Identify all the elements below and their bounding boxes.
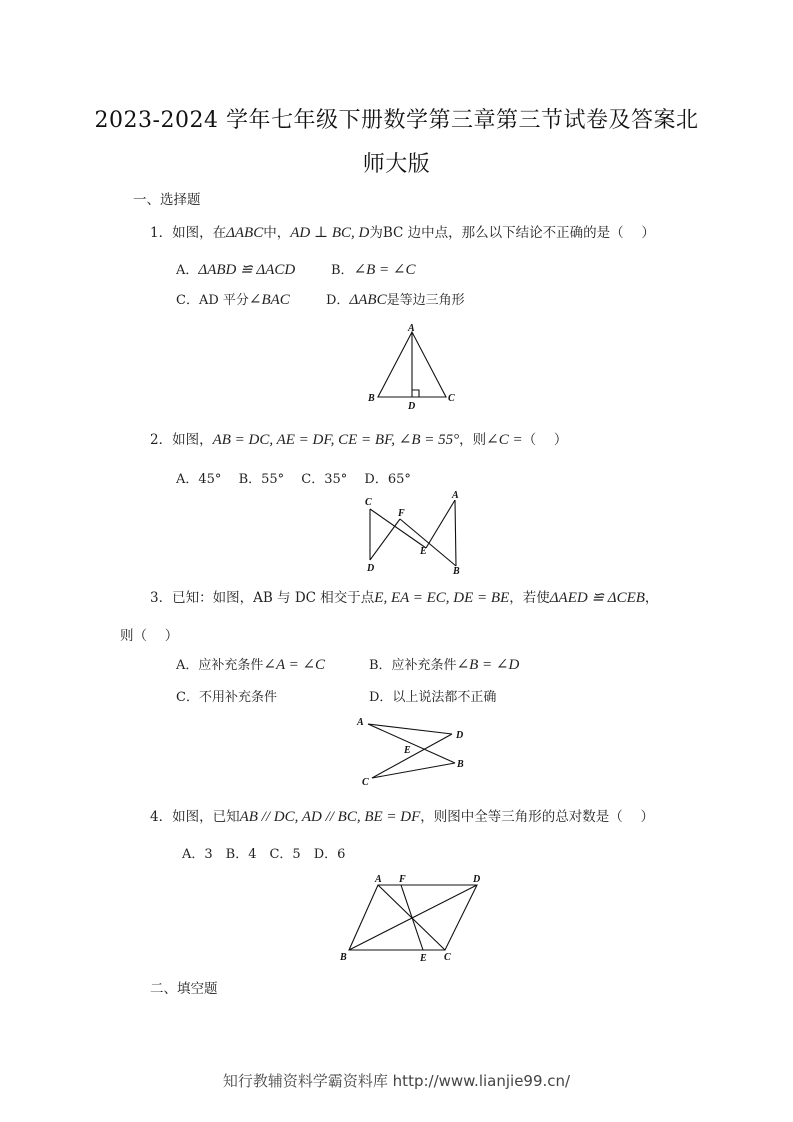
q3-label-e: E [404,745,411,756]
q3-text-3: ， [644,590,659,606]
q4-label-a: A [375,874,382,885]
page-title-line1: 2023-2024 学年七年级下册数学第三章第三节试卷及答案北 [94,108,699,133]
q4-figure-parallelogram [335,868,495,968]
q2-options: A．45° B．55° C．35° D．65° [176,472,411,487]
q4-segment-fe [401,885,423,950]
q1-option-a [176,259,295,279]
q3-number: 3． [150,590,173,606]
question-2 [150,428,567,449]
q1-math-2: AD ⊥ BC, D [290,225,370,241]
q1-option-d [326,289,465,309]
q4-math-1: AB // DC, AD // BC, BE = DF [239,809,421,825]
section-heading-fill: 二、填空题 [150,981,218,997]
q1-number: 1． [150,225,173,241]
q3-label-a: A [357,717,364,728]
q4-label-b: B [340,952,347,963]
q4-label-f: F [399,874,406,885]
question-4 [150,805,654,826]
q1-option-c-label: C．AD 平分 [176,293,249,308]
q3-option-a [176,654,325,674]
q3-option-d: D．以上说法都不正确 [369,690,497,705]
q1-label-d: D [408,401,416,412]
q1-option-d-text: 是等边三角形 [386,293,465,308]
q1-option-c-math: ∠BAC [248,292,290,308]
q1-option-c [176,289,290,309]
q1-label-a: A [408,323,415,334]
q4-number: 4． [150,809,173,825]
q4-text-2: ，则图中全等三角形的总对数是（ ） [420,809,655,825]
q3-option-b-math: ∠B = ∠D [456,657,520,673]
q1-option-a-math: ΔABD ≌ ΔACD [198,262,296,278]
q4-text-1: 如图，已知 [172,809,240,825]
q2-text-3: （ ） [522,432,568,448]
q2-figure [358,488,468,578]
q3-text-2: ，若使 [509,590,550,606]
q3-line-2: 则（ ） [120,628,179,644]
q4-label-c: C [444,952,451,963]
q1-option-b-label: B． [331,263,354,278]
question-3 [150,586,658,607]
q4-label-d: D [473,874,481,885]
q2-segment-ab [455,500,456,566]
q3-option-b-label: B．应补充条件 [369,658,457,673]
q2-text-2: ，则 [459,432,487,448]
q2-label-a: A [452,490,459,501]
q3-label-b: B [457,759,464,770]
q3-option-b [369,654,519,674]
q2-text-1: 如图， [172,432,213,448]
q3-segment-cb [372,763,455,778]
q3-figure [350,712,480,792]
footer-watermark: 知行教辅资料学霸资料库 http://www.lianjie99.cn/ [222,1072,571,1090]
q3-label-d: D [456,730,464,741]
q3-segment-ab [368,724,455,763]
q3-option-c: C．不用补充条件 [176,690,277,705]
page-title-line2: 师大版 [362,152,431,177]
q1-option-b-math: ∠B = ∠C [353,262,416,278]
q3-math-2: ΔAED ≌ ΔCEB [549,590,645,606]
q3-option-a-math: ∠A = ∠C [263,657,326,673]
q2-label-d: D [367,563,375,574]
q2-label-c: C [365,497,372,508]
q1-option-a-label: A． [176,263,199,278]
q2-label-e: E [420,546,427,557]
q2-segment-fb [400,519,456,566]
section-heading-choice: 一、选择题 [133,192,201,208]
q1-option-b [331,259,416,279]
q1-text-3: 为BC 边中点，那么以下结论不正确的是（ ） [369,225,655,241]
q3-math-1: E, EA = EC, DE = BE [374,590,510,606]
q1-right-angle-mark [412,390,419,397]
q3-option-a-label: A．应补充条件 [176,658,264,673]
q1-label-b: B [368,393,375,404]
q3-text-1: 已知：如图，AB 与 DC 相交于点 [172,590,375,606]
q3-label-c: C [362,777,369,788]
q1-text-1: 如图，在 [172,225,227,241]
q4-label-e: E [420,953,427,964]
q2-segment-ea [426,500,455,548]
q1-math-1: ΔABC [226,225,264,241]
q3-segment-ad [368,724,452,734]
q1-option-d-math: ΔABC [349,292,387,308]
q2-math-2: ∠C = [486,432,523,448]
q1-figure-triangle [360,320,470,415]
q2-math-1: AB = DC, AE = DF, CE = BF, ∠B = 55° [212,432,460,448]
q2-number: 2． [150,432,173,448]
q4-options: A．3 B．4 C．5 D．6 [182,847,346,862]
q2-segment-df [370,519,400,560]
q2-label-b: B [453,566,460,577]
q2-label-f: F [398,508,405,519]
q1-label-c: C [448,393,455,404]
q4-diagonal-bd [349,885,477,950]
question-1 [150,221,655,242]
q1-text-2: 中， [263,225,291,241]
q1-option-d-label: D． [326,293,350,308]
